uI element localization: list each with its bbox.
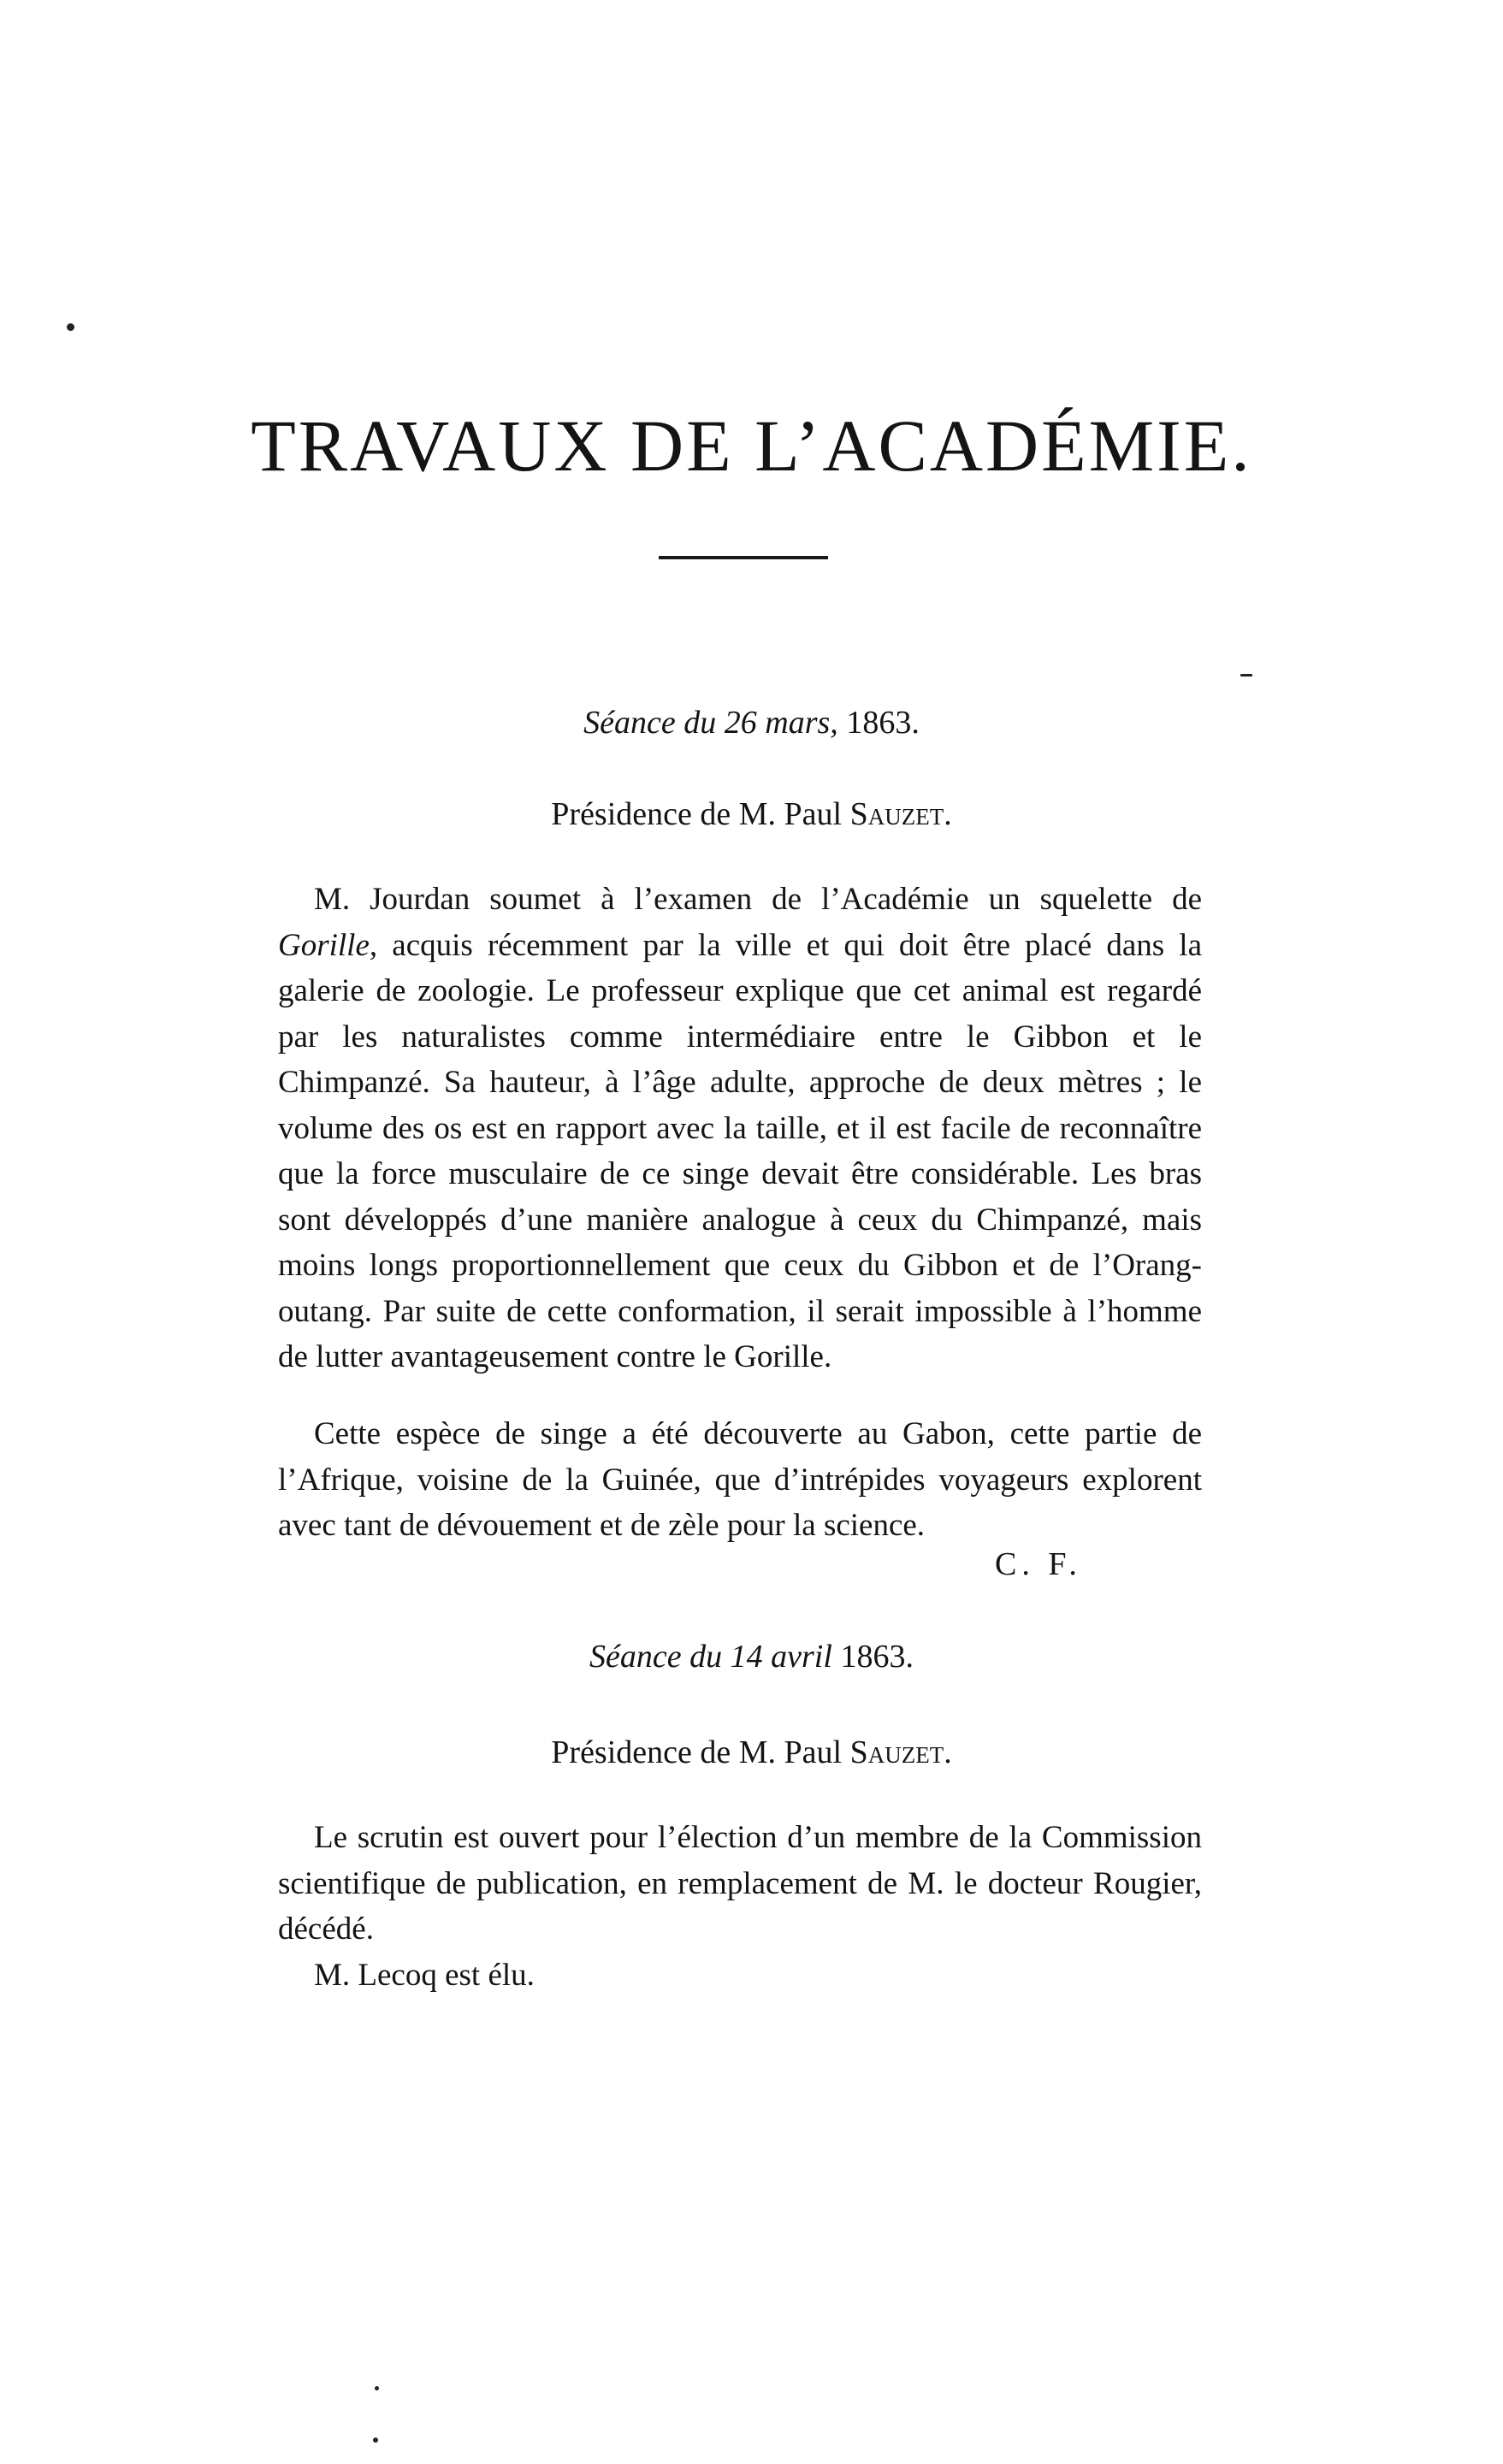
session2-p2-text: M. Lecoq est élu. bbox=[314, 1958, 535, 1993]
session1-p1-line1: M. Jourdan soumet à l’examen de l’Académie un squelette de bbox=[314, 882, 1202, 917]
session1-signature: C. F. bbox=[995, 1546, 1082, 1582]
session1-date-label: Séance du bbox=[583, 705, 717, 741]
session1-date bbox=[0, 706, 1503, 739]
paper-speck bbox=[1240, 674, 1252, 677]
session1-p1-gorille: Gorille, bbox=[278, 927, 378, 963]
title-rule bbox=[659, 556, 828, 559]
session1-date-year: 1863. bbox=[846, 705, 920, 741]
session1-paragraph-2 bbox=[278, 1411, 1202, 1549]
session2-p1-text: Le scrutin est ouvert pour l’élection d’un membre de la Commission scientifique de publication, en remplacement de M. le docteur Rougier, décédé. bbox=[278, 1820, 1202, 1947]
paper-speck bbox=[373, 2437, 378, 2443]
session1-p2-text: Cette espèce de singe a été découverte au Gabon, cette partie de l’Afrique, voisine de la Guinée, que d’intrépides voyageurs explorent avec tant de dévouement et de zèle pour la science. bbox=[278, 1416, 1202, 1543]
session1-p1-rest: acquis récemment par la ville et qui doit être placé dans la galerie de zoologie. Le professeur explique que cet animal est regardé par les naturalistes comme intermédiaire entre le Gibbon et le Chimpanzé. Sa hauteur, à l’âge adulte, approche de deux mètres ; le volume des os est en rapport avec la taille, et il est facile de reconnaître que la force musculaire de ce singe devait être considérable. Les bras sont développés d’une manière analogue à ceux du Chimpanzé, mais moins longs proportionnellement que ceux du Gibbon et de l’Orang-outang. Par suite de cette conformation, il serait impossible à l’homme de lutter avantageusement contre le Gorille. bbox=[278, 927, 1203, 1374]
session1-presidency-surname: Sauzet. bbox=[849, 796, 952, 832]
session1-paragraph-1 bbox=[278, 877, 1202, 1380]
session2-date-year: 1863. bbox=[840, 1639, 914, 1675]
session2-paragraph-1 bbox=[278, 1815, 1202, 1953]
session2-paragraph-2 bbox=[278, 1953, 1202, 1999]
session1-presidency bbox=[0, 798, 1503, 830]
session2-presidency-surname: Sauzet. bbox=[849, 1734, 952, 1770]
session2-date-label: Séance du bbox=[589, 1639, 723, 1675]
session2-presidency-prefix: Présidence de M. Paul bbox=[551, 1734, 843, 1770]
session1-date-daymonth: 26 mars, bbox=[724, 705, 838, 741]
paper-speck bbox=[375, 2386, 379, 2390]
session2-date-daymonth: 14 avril bbox=[730, 1639, 832, 1675]
session2-presidency bbox=[0, 1736, 1503, 1769]
page-title: TRAVAUX DE L’ACADÉMIE. bbox=[251, 405, 1252, 487]
session2-date bbox=[0, 1640, 1503, 1673]
session1-presidency-prefix: Présidence de M. bbox=[551, 796, 777, 832]
session1-presidency-name: Paul bbox=[784, 796, 843, 832]
paper-speck bbox=[67, 323, 74, 331]
